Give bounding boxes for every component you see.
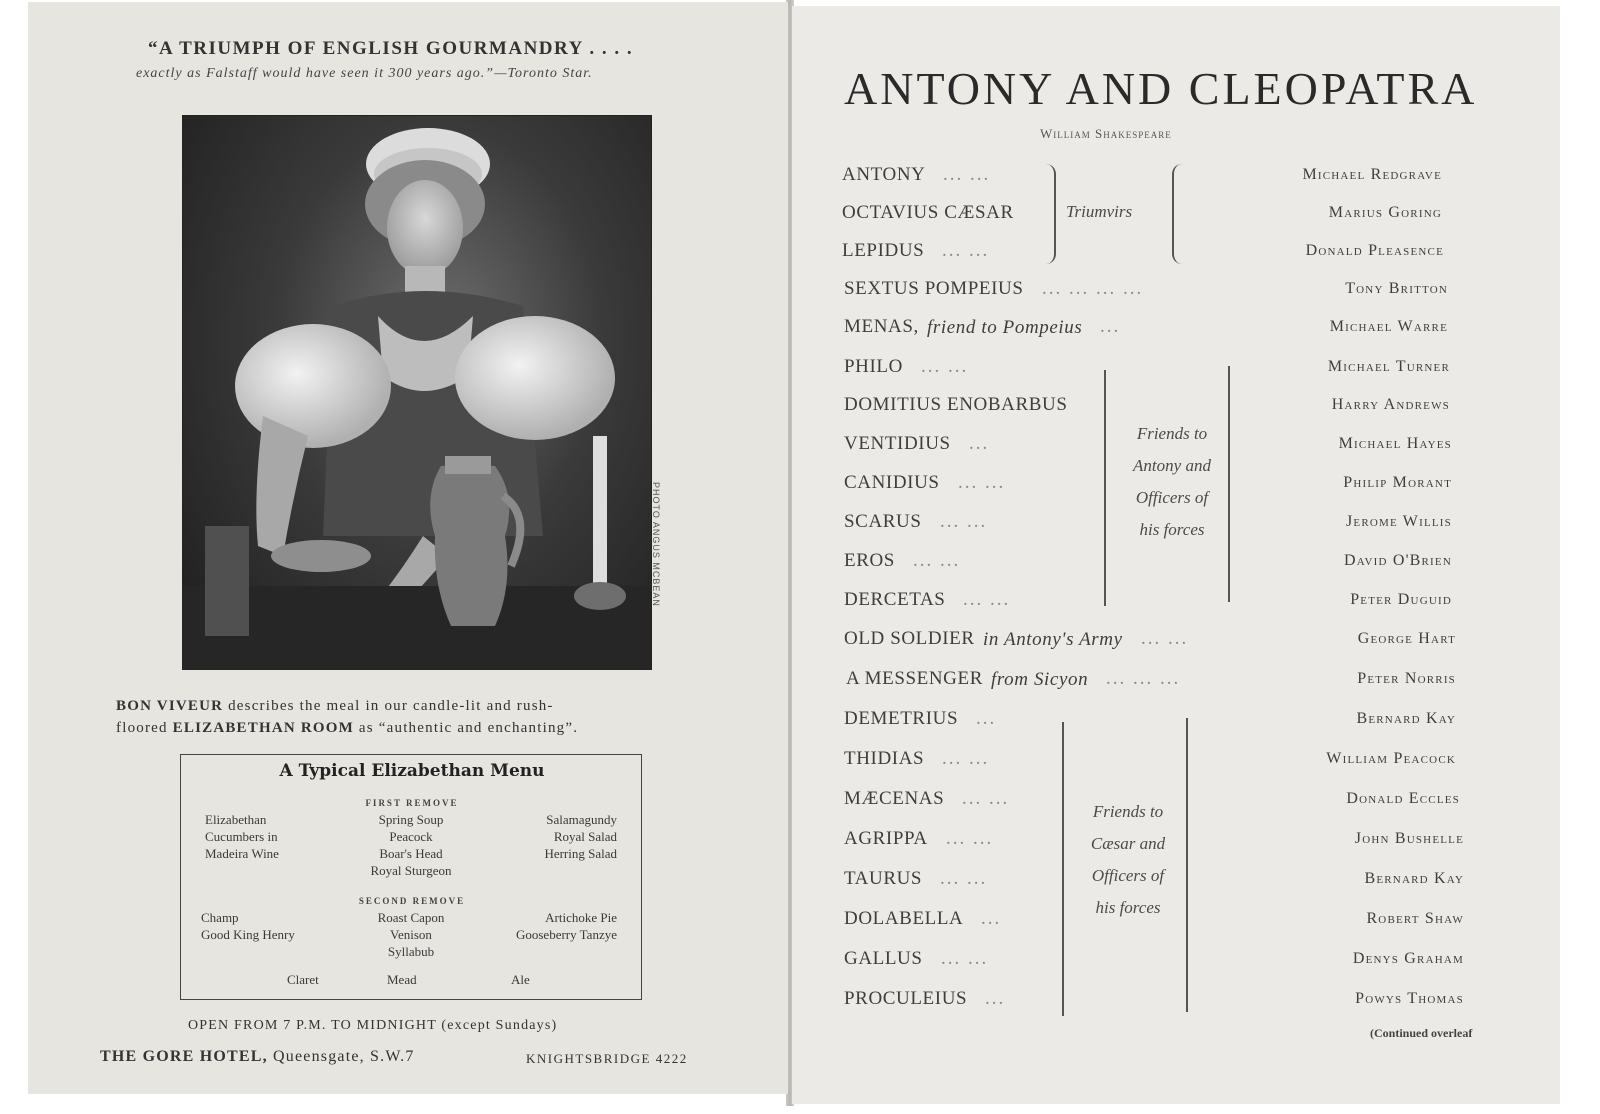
cast-role: SEXTUS POMPEIUS [844,278,1024,299]
menu-item: Salamagundy [546,812,617,827]
hotel-street: Queensgate, S.W.7 [267,1048,415,1065]
cast-actor: Michael Hayes [1338,435,1452,452]
leader-dots: ... [969,433,990,454]
label-line: Cæsar and [1090,834,1166,853]
cast-actor: Donald Eccles [1346,790,1460,807]
leader-dots: ... ... [958,472,1006,493]
cast-role: TAURUS [844,868,923,889]
cast-role: DOMITIUS ENOBARBUS [844,394,1068,415]
elizabethan-room-name: ELIZABETHAN ROOM [172,720,354,736]
first-remove-column-3 [544,811,617,862]
cast-actor: Bernard Kay [1364,870,1464,887]
menu-title: A Typical Elizabethan Menu [279,761,545,781]
cast-role: PROCULEIUS [844,988,968,1009]
triumvirs-left-bracket [1046,164,1056,264]
leader-dots: ... ... [940,511,988,532]
cast-role: DOLABELLA [844,908,964,929]
antony-friends-left-bracket [1100,370,1106,606]
menu-item: Elizabethan [205,812,267,827]
cast-actor: John Bushelle [1354,830,1464,847]
continued-overleaf-note: (Continued overleaf [1370,1026,1473,1040]
photo-credit: PHOTO ANGUS MCBEAN [651,482,661,607]
opening-hours: OPEN FROM 7 P.M. TO MIDNIGHT (except Sundays) [188,1018,558,1033]
hotel-name: THE GORE HOTEL, [100,1048,268,1065]
cast-role: THIDIAS [844,748,925,769]
leader-dots: ... ... [946,828,994,849]
cast-role: AGRIPPA [844,828,928,849]
review-text-1: describes the meal in our candle-lit and rush- [223,698,554,714]
drink-ale: Ale [511,972,530,987]
leader-dots: ... ... [962,788,1010,809]
menu-item: Boar's Head [379,846,443,861]
caesar-friends-label [1068,796,1188,924]
cast-role-note: from Sicyon [991,669,1089,690]
first-remove-heading: FIRST REMOVE [365,798,459,808]
menu-item: Syllabub [387,944,435,959]
leader-dots: ... [981,908,1002,929]
cast-actor: Philip Morant [1343,474,1452,491]
bon-viveur-review-line2 [116,720,578,737]
cast-actor: Robert Shaw [1366,910,1464,927]
second-remove-column-2 [331,909,491,960]
cast-actor: Harry Andrews [1331,396,1450,413]
leader-dots: ... ... [921,356,969,377]
elizabethan-menu-box [180,754,642,1000]
antony-friends-label [1110,418,1234,546]
drink-claret: Claret [287,972,319,987]
leader-dots: ... ... [963,589,1011,610]
cast-role: GALLUS [844,948,923,969]
menu-item: Champ [201,910,239,925]
cast-actor: Bernard Kay [1356,710,1456,727]
cast-actor: Denys Graham [1352,950,1464,967]
cast-role: CANIDIUS [844,472,940,493]
cast-actor: Tony Britton [1345,280,1448,297]
leader-dots: ... [976,708,997,729]
cast-actor: Michael Warre [1329,318,1448,335]
photo-illustration [183,116,652,670]
menu-item: Good King Henry [201,927,295,942]
cast-actor: Donald Pleasence [1305,242,1444,259]
leader-dots: ... ... [942,748,990,769]
cast-role: MENAS, [844,316,919,337]
leader-dots: ... ... [943,164,991,185]
menu-item: Roast Capon [377,910,445,925]
menu-item: Peacock [389,829,433,844]
label-line: Friends to [1136,424,1208,443]
cast-role-note: friend to Pompeius [927,317,1083,338]
leader-dots: ... ... [940,868,988,889]
menu-item: Royal Salad [553,829,617,844]
cast-role: OLD SOLDIER [844,628,975,649]
cast-role: MÆCENAS [844,788,945,809]
first-remove-column-2 [331,811,491,879]
cast-role: VENTIDIUS [844,433,951,454]
second-remove-column-1 [201,909,295,943]
label-line: Friends to [1092,802,1164,821]
cast-role: LEPIDUS [842,240,925,261]
drink-mead: Mead [387,972,417,987]
cast-actor: Powys Thomas [1355,990,1464,1007]
menu-item: Royal Sturgeon [370,863,452,878]
leader-dots: ... ... [942,240,990,261]
cast-role-note: in Antony's Army [983,629,1123,650]
review-text-2a: floored [116,720,173,736]
leader-dots: ... ... [1141,628,1189,649]
cast-actor: William Peacock [1326,750,1456,767]
cast-actor: Peter Duguid [1350,591,1452,608]
first-remove-column-1 [205,811,279,862]
antony-friends-right-bracket [1228,366,1234,602]
press-quote-headline: “A TRIUMPH OF ENGLISH GOURMANDRY . . . . [148,38,634,59]
review-text-2b: as “authentic and enchanting”. [353,720,579,736]
caesar-friends-right-bracket [1186,718,1194,1012]
caesar-friends-left-bracket [1056,722,1064,1016]
cast-actor: Jerome Willis [1345,513,1452,530]
leader-dots: ... ... [941,948,989,969]
second-remove-column-3 [516,909,617,943]
cast-actor: Michael Redgrave [1302,166,1442,183]
cast-role: DERCETAS [844,589,946,610]
leader-dots: ... ... [913,550,961,571]
cast-actor: Michael Turner [1327,358,1450,375]
label-line: his forces [1139,520,1205,539]
triumvirs-right-bracket [1172,164,1182,264]
cast-role: EROS [844,550,895,571]
menu-item: Gooseberry Tanzye [515,927,617,942]
cast-role: SCARUS [844,511,922,532]
hotel-phone: KNIGHTSBRIDGE 4222 [526,1051,688,1066]
cast-role: OCTAVIUS CÆSAR [842,202,1014,223]
leader-dots: ... ... ... ... [1042,278,1144,299]
menu-item: Cucumbers in [205,829,278,844]
bon-viveur-review-line1 [116,698,554,715]
play-title: ANTONY AND CLEOPATRA [844,63,1478,114]
cast-actor: Peter Norris [1357,670,1456,687]
press-quote-attribution: exactly as Falstaff would have seen it 300 years ago.”—Toronto Star. [136,66,593,81]
right-page-cast-list [792,6,1560,1104]
menu-item: Madeira Wine [205,846,279,861]
menu-item: Artichoke Pie [545,910,617,925]
leader-dots: ... [1100,316,1121,337]
cast-actor: George Hart [1357,630,1456,647]
label-line: Officers of [1135,488,1209,507]
menu-item: Venison [390,927,432,942]
leader-dots: ... ... ... [1106,668,1181,689]
cast-role: DEMETRIUS [844,708,959,729]
play-author: William Shakespeare [1040,126,1172,141]
cast-actor: David O'Brien [1343,552,1452,569]
cast-role: A MESSENGER [846,668,983,689]
elizabethan-serving-woman-photo [182,115,652,670]
menu-item: Spring Soup [378,812,444,827]
cast-role: ANTONY [842,164,926,185]
cast-actor: Marius Goring [1328,204,1442,221]
leader-dots: ... [985,988,1006,1009]
reviewer-name: BON VIVEUR [116,698,224,714]
label-line: Antony and [1133,456,1211,475]
cast-role: PHILO [844,356,903,377]
label-line: his forces [1095,898,1161,917]
menu-item: Herring Salad [544,846,617,861]
second-remove-heading: SECOND REMOVE [358,896,466,906]
label-line: Officers of [1091,866,1165,885]
hotel-address [100,1048,415,1066]
left-page-advertisement [28,2,788,1094]
triumvirs-label: Triumvirs [1066,202,1133,221]
